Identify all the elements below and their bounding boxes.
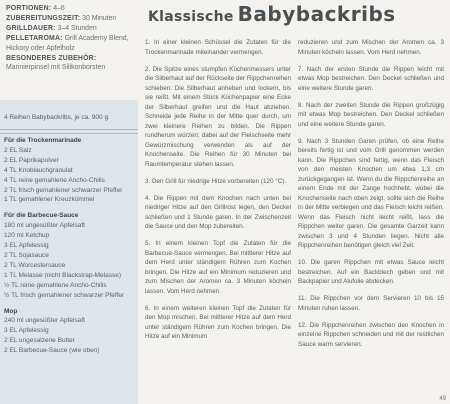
meta-value: 30 Minuten bbox=[82, 14, 117, 22]
instruction-step: 5. In einem kleinen Topf die Zutaten für die Barbecue-Sauce vermengen. Bei mittlerer Hitze auf dem Herd unter ständigem Rühren zum Kochen bringen. Die Hitze auf ein Minimum reduzieren und zum Mischen der Aromen ca. 3 Minuten köcheln lassen. Vom Herd nehmen. bbox=[145, 240, 291, 295]
meta-value: Marinierpinsel mit Silikonborsten bbox=[6, 64, 106, 72]
meta-value: 4–6 bbox=[53, 5, 65, 12]
ingredient-item: 2 TL Sojasauce bbox=[4, 251, 49, 259]
title-main: Babybackribs bbox=[237, 2, 396, 26]
ingredient-item: 240 ml ungesüßter Apfelsaft bbox=[4, 317, 85, 325]
divider bbox=[0, 133, 138, 134]
ingredient-item: 2 EL Barbecue-Sauce (wie oben) bbox=[4, 347, 100, 355]
meta-value: Hickory oder Apfelholz bbox=[6, 44, 75, 52]
instruction-step: 12. Die Rippchenreihen zwischen den Knochen in einzelne Rippchen schneiden und mit der restlichen Sauce warm servieren. bbox=[298, 321, 444, 348]
meta-key: ZUBEREITUNGSZEIT: bbox=[6, 14, 81, 22]
instruction-step: 6. In einem weiteren kleinen Topf die Zutaten für den Mop mischen. Bei mittlerer Hitze auf dem Herd unter ständigem Rühren zum Kochen bringen. Die Hitze auf ein Minimum bbox=[145, 304, 291, 340]
ingredient-group-heading: Mop bbox=[4, 307, 18, 315]
left-column bbox=[0, 0, 138, 404]
ingredient-item: 2 TL Worcestersauce bbox=[4, 261, 66, 269]
instruction-step: 1. In einer kleinen Schüssel die Zutaten für die Trockenmarinade miteinander vermengen. bbox=[145, 39, 291, 56]
instructions-column-2 bbox=[298, 38, 444, 357]
ingredient-list bbox=[4, 136, 136, 356]
ingredient-item: ½ TL reine gemahlene Ancho-Chilis bbox=[4, 281, 107, 289]
ingredient-item: 2 EL Salz bbox=[4, 146, 32, 154]
page-number: 49 bbox=[439, 396, 446, 402]
ingredient-item: 120 ml Ketchup bbox=[4, 232, 50, 240]
meta-key: PORTIONEN: bbox=[6, 5, 52, 12]
ingredient-item: 1 TL Melasse (nicht Blackstrap-Melasse) bbox=[4, 271, 122, 279]
ingredient-item: 2 TL frisch gemahlener schwarzer Pfeffer bbox=[4, 186, 123, 194]
ingredient-item: 3 EL Apfelessig bbox=[4, 327, 49, 335]
ingredient-group-heading: Für die Barbecue-Sauce bbox=[4, 212, 79, 220]
instruction-step: 11. Die Rippchen vor dem Servieren 10 bis 15 Minuten ruhen lassen. bbox=[298, 295, 444, 312]
ingredient-item: 2 EL ungesalzene Butter bbox=[4, 337, 75, 345]
instruction-step: 7. Nach der ersten Stunde die Rippen leicht mit etwas Mop bestreichen. Den Deckel schließen und eine weitere Stunde garen. bbox=[298, 65, 444, 92]
ingredients-panel bbox=[0, 100, 138, 404]
ingredient-item: ½ TL frisch gemahlener schwarzer Pfeffer bbox=[4, 291, 125, 299]
meta-line bbox=[6, 54, 140, 64]
instructions-column-1 bbox=[145, 38, 291, 349]
instruction-step: 9. Nach 3 Stunden Garen prüfen, ob eine Reihe bereits fertig ist und vom Grill genommen werden kann. Die Rippchen sind fertig, wenn das Fleisch von den meisten Knochen um etwa 1,3 cm zurückgegangen ist. Wenn du die Rippchenreihe an einem Ende mit der Zange hochhebt, wobei die Knochenseite nach oben zeigt, sollte sich die Reihe in der Mitte verbiegen und das Fleisch leicht reißen. Wenn das Fleisch nicht leicht reißt, lass die Rippchen weiter garen. Die gesamte Garzeit kann zwischen 3 und 4 Stunden liegen. Nicht alle Rippchenreihen benötigen gleich viel Zeit. bbox=[298, 137, 444, 249]
instruction-step: reduzieren und zum Mischen der Aromen ca. 3 Minuten köcheln lassen. Vom Herd nehmen. bbox=[298, 39, 444, 56]
meta-line bbox=[6, 34, 140, 44]
ingredient-group-heading: Für die Trockenmarinade bbox=[4, 137, 82, 144]
meta-line bbox=[6, 14, 140, 24]
recipe-meta bbox=[6, 4, 140, 73]
divider bbox=[0, 129, 138, 130]
recipe-title bbox=[148, 2, 448, 26]
meta-key: BESONDERES ZUBEHÖR: bbox=[6, 54, 97, 62]
meta-key: PELLETAROMA: bbox=[6, 34, 63, 42]
instruction-step: 4. Die Rippen mit dem Knochen nach unten bei niedriger Hitze auf den Grillrost legen, den Deckel schließen und 1 Stunde garen. In der Zwischenzeit die Sauce und den Mop zubereiten. bbox=[145, 194, 291, 230]
meta-line bbox=[6, 4, 140, 14]
ingredients-intro: 4 Reihen Babybackribs, je ca. 900 g bbox=[4, 114, 109, 121]
meta-line bbox=[6, 63, 140, 73]
ingredient-item: 180 ml ungesüßter Apfelsaft bbox=[4, 222, 85, 230]
instruction-step: 3. Den Grill für niedrige Hitze vorbereiten (120 °C). bbox=[145, 177, 287, 185]
meta-key: GRILLDAUER: bbox=[6, 24, 56, 32]
ingredient-item: 1 TL gemahlener Kreuzkümmel bbox=[4, 196, 95, 204]
ingredient-item: 4 TL Knoblauchgranulat bbox=[4, 166, 73, 174]
title-prefix: Klassische bbox=[148, 9, 234, 25]
meta-value: Grill Academy Blend, bbox=[64, 34, 129, 42]
meta-line bbox=[6, 24, 140, 34]
instruction-step: 8. Nach der zweiten Stunde die Rippen großzügig mit etwas Mop bestreichen. Den Deckel schließen und eine weitere Stunde garen. bbox=[298, 101, 444, 128]
ingredient-item: 3 EL Apfelessig bbox=[4, 242, 49, 250]
meta-value: 3–4 Stunden bbox=[57, 24, 97, 32]
instruction-step: 2. Die Spitze eines stumpfen Küchenmessers unter die Silberhaut auf der Rückseite der Rippchenreihen schieben. Die Silberhaut anheben und lockern, bis sie reißt. Mit einem Stück Küchenpapier eine Ecke der Silberhaut greifen und die Haut abziehen. Schneide jede Reihe in der Mitte quer durch, um zwei kleinere Reihen zu bilden. Die Rippen rundherum würzen; dabei auf der Fleischseite mehr Gewürzmischung verwenden als auf der Knochenseite. Die Reihen für 30 Minuten bei Raumtemperatur stehen lassen. bbox=[145, 65, 291, 168]
instruction-step: 10. Die garen Rippchen mit etwas Sauce leicht bestreichen. Auf ein Backblech geben und mit Backpapier und Alufolie abdecken. bbox=[298, 259, 444, 285]
meta-line bbox=[6, 44, 140, 54]
ingredient-item: 2 EL Paprikapulver bbox=[4, 156, 59, 164]
ingredient-item: 4 TL reine gemahlene Ancho-Chilis bbox=[4, 176, 105, 184]
